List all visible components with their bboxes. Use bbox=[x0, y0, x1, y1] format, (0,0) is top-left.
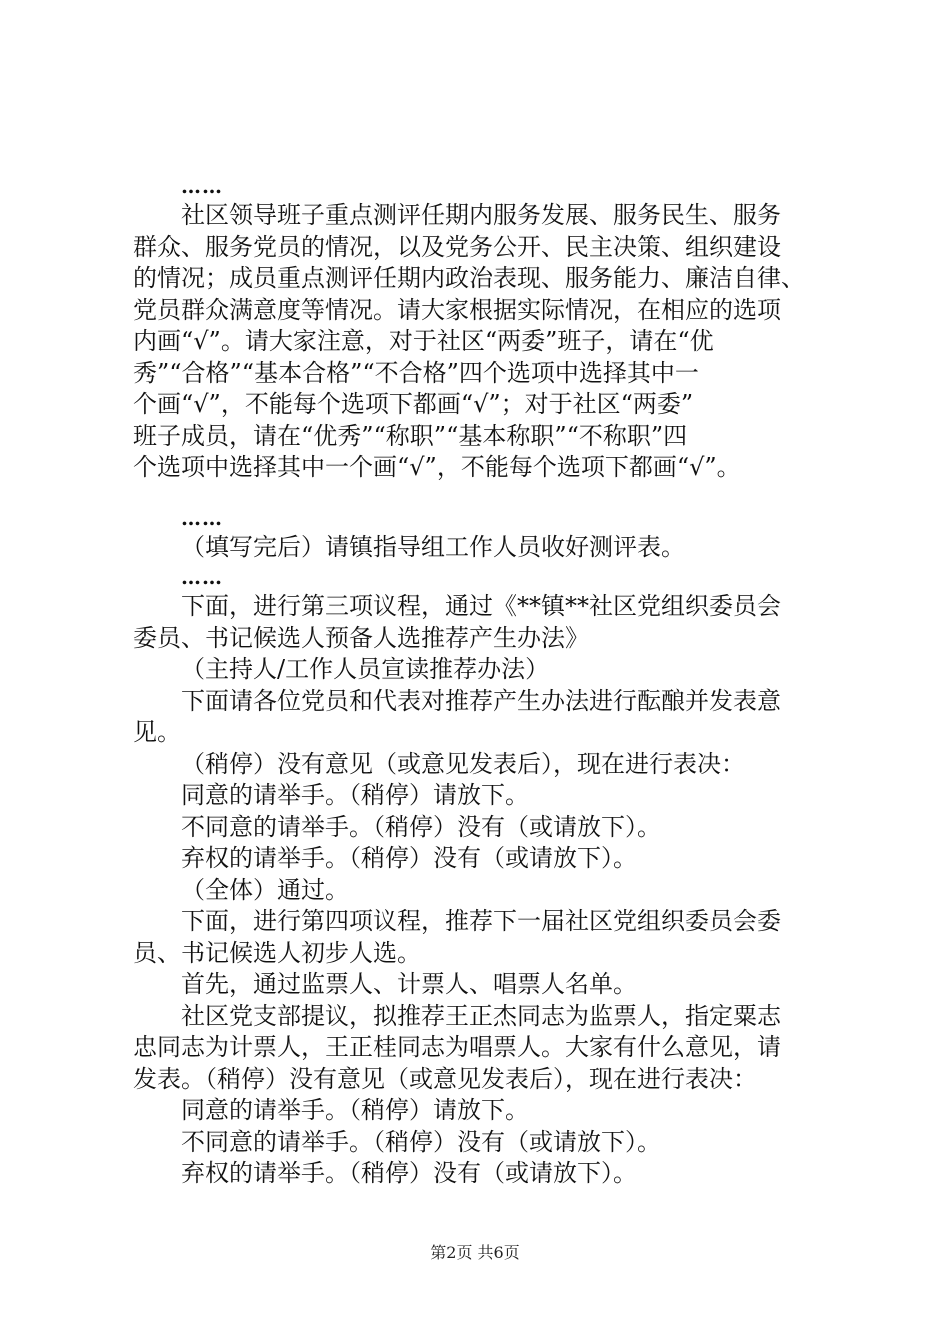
paragraph-line: 忠同志为计票人，王正桂同志为唱票人。大家有什么意见，请 bbox=[133, 1033, 781, 1061]
paragraph-start-line: 社区党支部提议，拟推荐王正杰同志为监票人，指定粟志 bbox=[181, 1001, 781, 1030]
paragraph-line: 党员群众满意度等情况。请大家根据实际情况，在相应的选项 bbox=[133, 295, 781, 324]
paragraph-start-line: 同意的请举手。（稍停）请放下。 bbox=[181, 1096, 529, 1124]
paragraph-start-line: 弃权的请举手。（稍停）没有（或请放下）。 bbox=[181, 1159, 637, 1187]
paragraph-start-line: （稍停）没有意见（或意见发表后），现在进行表决： bbox=[181, 749, 745, 778]
paragraph-start-line: 首先，通过监票人、计票人、唱票人名单。 bbox=[181, 970, 637, 998]
paragraph-start-line: 不同意的请举手。（稍停）没有（或请放下）。 bbox=[181, 1127, 661, 1156]
paragraph-line: 委员、书记候选人预备人选推荐产生办法》 bbox=[133, 623, 589, 652]
paragraph-start-line: （主持人/工作人员宣读推荐办法） bbox=[181, 655, 550, 683]
paragraph-line: 见。 bbox=[133, 718, 181, 746]
paragraph-line: 的情况；成员重点测评任期内政治表现、服务能力、廉洁自律、 bbox=[133, 264, 805, 292]
paragraph-start-line: 不同意的请举手。（稍停）没有（或请放下）。 bbox=[181, 812, 661, 841]
paragraph-line: 个选项中选择其中一个画“√”，不能每个选项下都画“√”。 bbox=[133, 453, 741, 481]
ellipsis-line: …… bbox=[181, 505, 223, 530]
paragraph-line: 个画“√”，不能每个选项下都画“√”；对于社区“两委” bbox=[133, 390, 694, 418]
paragraph-start-line: （全体）通过。 bbox=[181, 875, 349, 904]
paragraph-start-line: 下面，进行第四项议程，推荐下一届社区党组织委员会委 bbox=[181, 907, 781, 935]
paragraph-line: 发表。（稍停）没有意见（或意见发表后），现在进行表决： bbox=[133, 1064, 757, 1093]
paragraph-start-line: 下面请各位党员和代表对推荐产生办法进行酝酿并发表意 bbox=[181, 686, 781, 715]
paragraph-start-line: 同意的请举手。（稍停）请放下。 bbox=[181, 781, 529, 809]
paragraph-start-line: （填写完后）请镇指导组工作人员收好测评表。 bbox=[181, 532, 685, 561]
paragraph-line: 群众、服务党员的情况，以及党务公开、民主决策、组织建设 bbox=[133, 232, 781, 261]
paragraph-start-line: 下面，进行第三项议程，通过《**镇**社区党组织委员会 bbox=[181, 592, 781, 620]
paragraph-start-line: 弃权的请举手。（稍停）没有（或请放下）。 bbox=[181, 844, 637, 872]
ellipsis-line: …… bbox=[181, 174, 223, 198]
paragraph-line: 秀”“合格”“基本合格”“不合格”四个选项中选择其中一 bbox=[133, 358, 699, 387]
paragraph-line: 班子成员，请在“优秀”“称职”“基本称职”“不称职”四 bbox=[133, 421, 688, 450]
document-body bbox=[133, 172, 833, 1190]
paragraph-line: 员、书记候选人初步人选。 bbox=[133, 938, 421, 967]
paragraph-start-line: 社区领导班子重点测评任期内服务发展、服务民生、服务 bbox=[181, 201, 781, 229]
page-footer: 第2页 共6页 bbox=[430, 1243, 520, 1262]
ellipsis-line: …… bbox=[181, 565, 223, 589]
paragraph-line: 内画“√”。请大家注意，对于社区“两委”班子，请在“优 bbox=[133, 327, 714, 355]
